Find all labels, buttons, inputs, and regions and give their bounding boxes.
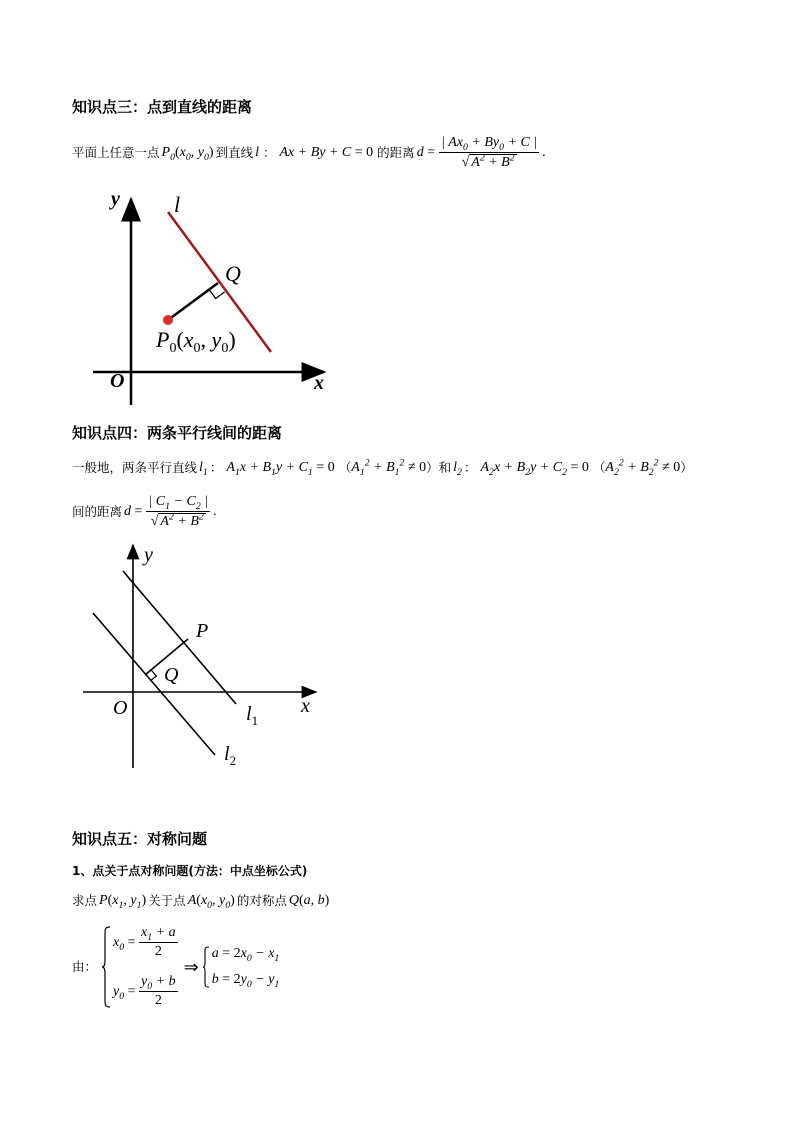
section4-heading: 知识点四：两条平行线间的距离	[72, 424, 283, 442]
origin-label: O	[113, 697, 128, 719]
q-label: Q	[225, 261, 241, 286]
parallel-lines-distance-formula: 间的距离 d = $\frac{| C_1 - C_2 |}{√ A^2 + B^2}$ .	[72, 494, 217, 529]
q-label: Q	[164, 664, 179, 686]
y-label: y	[144, 544, 153, 566]
point-line-distance-formula: 平面上任意一点 $P_0(x_0$, $y_0$) 到直线 l ： Ax + By + C = 0 的距离 d = $\frac{| Ax_0 + By_0 + C |}{√ A^2 + B^2}$ .	[72, 135, 546, 170]
x-label: x	[301, 695, 310, 717]
parallel-lines-statement: 一般地，两条平行直线 $l_1$ ： $A_1x + B_1y + C_1 = 0$ （ $A_1^2 + B_1^2 \ne 0$ ） 和 $l_2$ ： $A_2x + B_2y + C_2 = 0$ （ $A_2^2 + B_2^2 \ne 0$ ）	[72, 457, 693, 478]
l2-label: $l_2$	[224, 743, 237, 768]
section5-heading: 知识点五：对称问题	[72, 830, 208, 848]
right-brace	[202, 945, 210, 989]
right-angle-mark	[209, 290, 225, 299]
l1-label: $l_1$	[246, 703, 259, 728]
perpendicular-segment	[168, 283, 218, 320]
parallel-lines-figure	[78, 540, 338, 774]
midpoint-derivation: 由： $x_0$ = $\frac{x_1 + a}{2}$ $y_0$ = $\frac{y_0 + b}{2}$ ⇒ $a = 2x_0 - x_1$ $b = 2y_0 - y_1$	[72, 925, 280, 1008]
section5-subheading: 1、点关于点对称问题(方法：中点坐标公式)	[72, 864, 308, 878]
point-line-distance-figure	[78, 185, 348, 407]
section3-heading: 知识点三：点到直线的距离	[72, 98, 253, 116]
symmetric-point-statement: 求点 $P(x_1$, $y_1$) 关于点 $A(x_0$, $y_0$) 的对称点 Q(a, b)	[72, 892, 330, 911]
left-brace	[101, 925, 111, 1009]
line-l-label: l	[174, 192, 181, 217]
point-p0	[163, 315, 173, 325]
p0-label: $P_0(x_0$, $y_0$)	[156, 327, 236, 356]
origin-label: O	[110, 370, 125, 392]
y-label: y	[111, 188, 120, 210]
p-label: P	[196, 620, 209, 642]
x-label: x	[314, 372, 324, 394]
line-l1	[123, 571, 236, 704]
